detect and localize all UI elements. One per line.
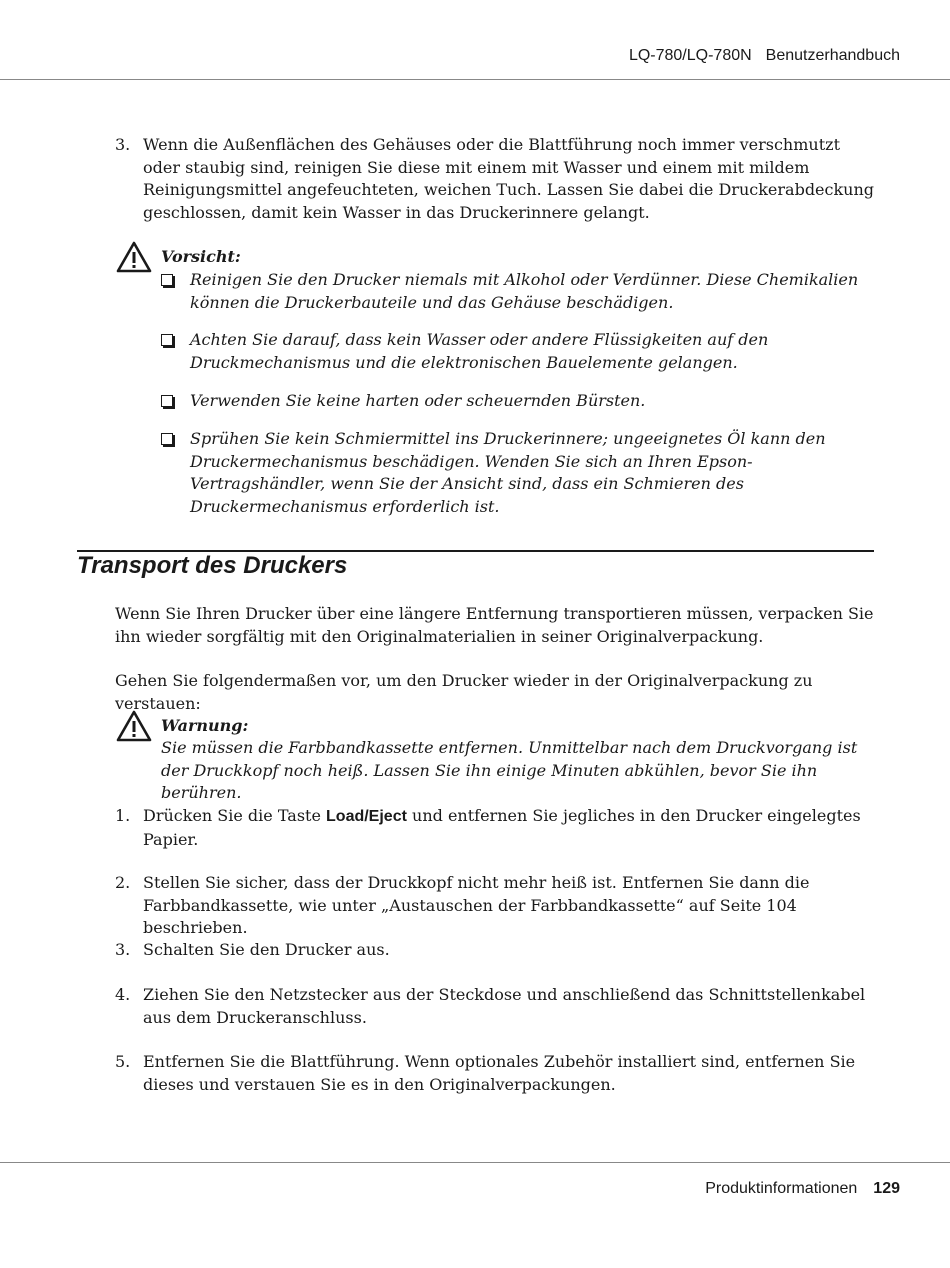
warning-title: Warnung: xyxy=(161,716,249,735)
warning-text: Sie müssen die Farbbandkassette entfernen. Unmittelbar nach dem Druckvorgang ist der Druckkopf noch heiß. Lassen Sie ihn einige Minuten abkühlen, bevor Sie ihn berühren. xyxy=(161,738,858,802)
section-instruction: Gehen Sie folgendermaßen vor, um den Drucker wieder in der Originalverpackung zu verstauen: xyxy=(115,671,813,713)
list-text: Stellen Sie sicher, dass der Druckkopf nicht mehr heiß ist. Entfernen Sie dann die Farbbandkassette, wie unter „Austauschen der Farbbandkassette“ auf Seite 104 beschrieben. xyxy=(143,873,810,937)
bullet-text: Achten Sie darauf, dass kein Wasser oder andere Flüssigkeiten auf den Druckmechanismus und die elektronischen Bauelemente gelangen. xyxy=(190,330,769,372)
list-number: 5. xyxy=(115,1052,131,1071)
page-footer xyxy=(705,1180,900,1198)
header-divider xyxy=(0,79,950,80)
bullet-text: Reinigen Sie den Drucker niemals mit Alkohol oder Verdünner. Diese Chemikalien können die Druckerbauteile und das Gehäuse beschädigen. xyxy=(190,270,859,312)
list-number: 3. xyxy=(115,940,131,959)
footer-divider xyxy=(0,1162,950,1163)
header-model: LQ-780/LQ-780N xyxy=(628,47,752,64)
section-title: Transport des Druckers xyxy=(77,552,348,579)
checkbox-bullet-icon xyxy=(161,433,173,445)
bullet-text: Sprühen Sie kein Schmiermittel ins Druckerinnere; ungeeignetes Öl kann den Druckermechanismus beschädigen. Wenden Sie sich an Ihren Epson-Vertragshändler, wenn Sie der Ansicht sind, dass ein Schmieren des Druckermechanismus erforderlich ist. xyxy=(190,429,826,516)
list-text: Ziehen Sie den Netzstecker aus der Steckdose und anschließend das Schnittstellenkabel aus dem Druckeranschluss. xyxy=(143,985,866,1027)
list-text: Schalten Sie den Drucker aus. xyxy=(143,940,390,959)
list-text: Entfernen Sie die Blattführung. Wenn optionales Zubehör installiert sind, entfernen Sie dieses und verstauen Sie es in den Originalverpackungen. xyxy=(143,1052,856,1094)
checkbox-bullet-icon xyxy=(161,395,173,407)
key-label: Load/Eject xyxy=(326,808,407,825)
checkbox-bullet-icon xyxy=(161,274,173,286)
list-number: 1. xyxy=(115,806,131,825)
caution-warning-icon xyxy=(116,241,152,273)
footer-section: Produktinformationen xyxy=(705,1180,858,1197)
list-text-part: Drücken Sie die Taste xyxy=(143,806,327,825)
caution-title: Vorsicht: xyxy=(161,247,241,266)
warning-icon xyxy=(116,710,152,742)
checkbox-bullet-icon xyxy=(161,334,173,346)
list-text xyxy=(143,805,875,851)
list-text-part: und entfernen Sie jegliches in den Drucker eingelegtes Papier. xyxy=(143,806,861,849)
list-text: Wenn die Außenflächen des Gehäuses oder die Blattführung noch immer verschmutzt oder staubig sind, reinigen Sie diese mit einem mit Wasser und einem mit mildem Reinigungsmittel angefeuchteten, weichen Tuch. Lassen Sie dabei die Druckerabdeckung geschlossen, damit kein Wasser in das Druckerinnere gelangt. xyxy=(143,135,875,222)
section-intro: Wenn Sie Ihren Drucker über eine längere Entfernung transportieren müssen, verpacken Sie ihn wieder sorgfältig mit den Originalmaterialien in seiner Originalverpackung. xyxy=(115,604,874,646)
page-header xyxy=(629,47,900,65)
bullet-text: Verwenden Sie keine harten oder scheuernden Bürsten. xyxy=(190,391,646,410)
list-number: 3. xyxy=(115,135,131,154)
list-number: 2. xyxy=(115,873,131,892)
page-number: 129 xyxy=(873,1180,900,1197)
list-number: 4. xyxy=(115,985,131,1004)
header-title: Benutzerhandbuch xyxy=(765,47,900,64)
